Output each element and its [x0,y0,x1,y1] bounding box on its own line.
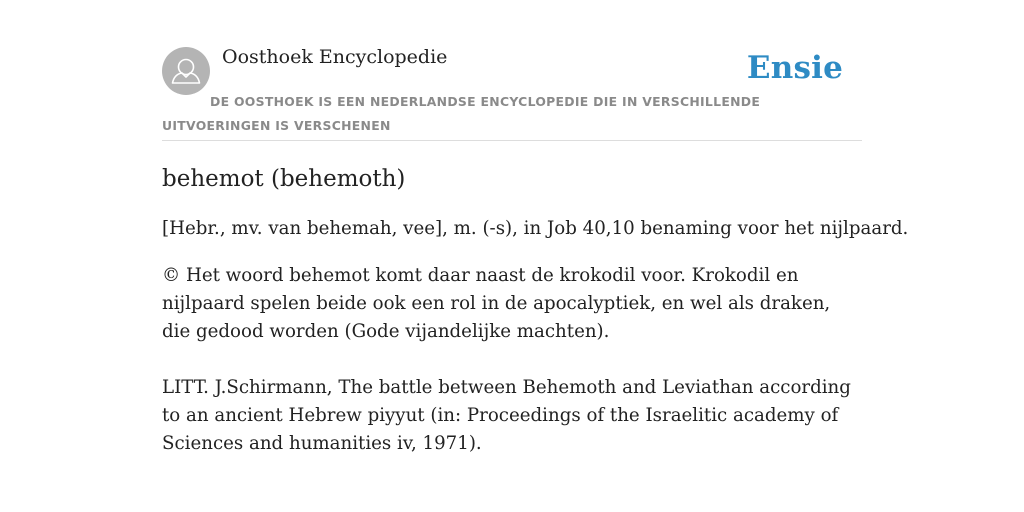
article-paragraph: © Het woord behemot komt daar naast de krokodil voor. Krokodil en nijlpaard spelen beide ook een rol in de apocalyptiek, en wel als draken, die gedood worden (Gode vijandelijke machten). [162,265,831,342]
site-tagline: DE OOSTHOEK IS EEN NEDERLANDSE ENCYCLOPEDIE DIE IN VERSCHILLENDE UITVOERINGEN IS VERSCHENEN [162,94,761,133]
site-header [162,40,862,141]
article-card [162,40,909,454]
article-body [162,164,909,458]
avatar[interactable] [162,47,210,95]
user-icon [162,47,210,95]
brand-logo[interactable]: Ensie [746,50,843,86]
article-title: behemot (behemoth) [162,166,406,192]
site-name[interactable]: Oosthoek Encyclopedie [222,46,448,68]
article-paragraph: [Hebr., mv. van behemah, vee], m. (-s), in Job 40,10 benaming voor het nijlpaard. [162,218,909,239]
article-paragraph: LITT. J.Schirmann, The battle between Behemoth and Leviathan according to an ancient Hebrew piyyut (in: Proceedings of the Israelitic academy of Sciences and humanities iv, 1971). [162,377,851,454]
